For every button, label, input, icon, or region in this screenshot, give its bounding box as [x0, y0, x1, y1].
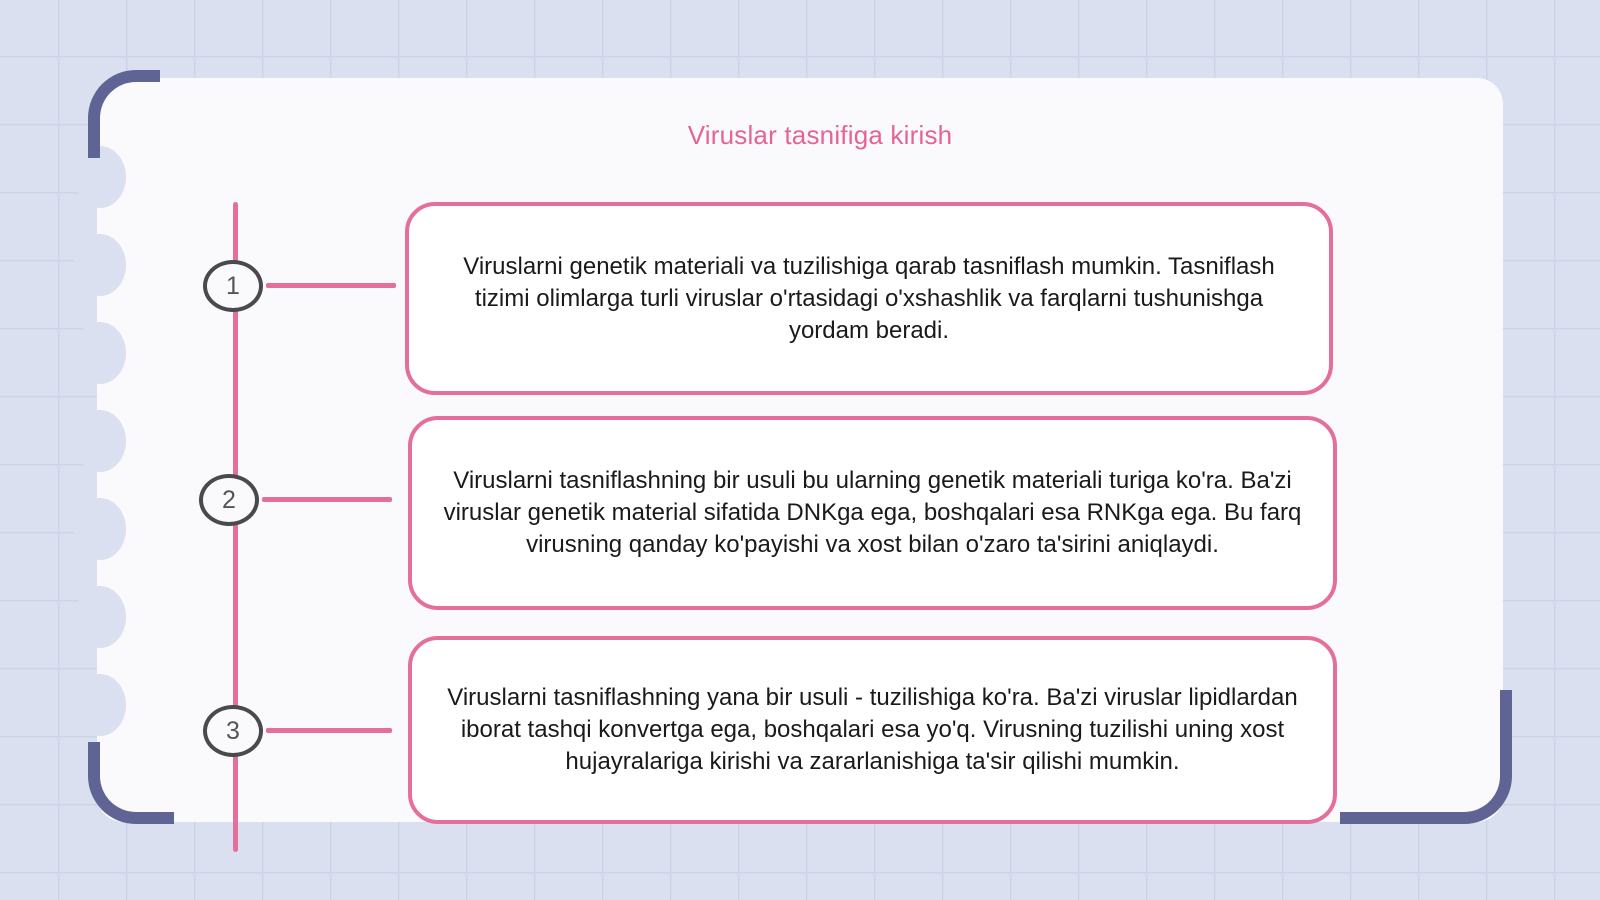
- paper-notch: [74, 674, 126, 736]
- step-card-text: Viruslarni tasniflashning yana bir usuli - tuzilishiga ko'ra. Ba'zi viruslar lipidlardan iborat tashqi konvertga ega, boshqalari esa yo'q. Virusning tuzilishi uning xost hujayralariga kirishi va zararlanishiga ta'sir qilishi mumkin.: [447, 684, 1298, 775]
- step-card: [408, 636, 1337, 824]
- frame-corner-bottom-right: [1340, 690, 1512, 824]
- step-number-badge: 2: [199, 474, 259, 526]
- step-number-badge: 1: [203, 260, 263, 312]
- step-number-badge: 3: [203, 705, 263, 757]
- frame-corner-bottom-left: [88, 742, 174, 824]
- paper-notch: [74, 586, 126, 648]
- paper-notch: [74, 498, 126, 560]
- timeline-connector: [266, 283, 396, 288]
- paper-notch: [74, 322, 126, 384]
- step-card: [405, 202, 1333, 395]
- step-card: [408, 416, 1337, 610]
- timeline-connector: [262, 497, 392, 502]
- paper-notch: [74, 410, 126, 472]
- paper-notch: [74, 234, 126, 296]
- timeline-connector: [266, 728, 392, 733]
- slide-title: Viruslar tasnifiga kirish: [687, 120, 953, 150]
- step-card-text: Viruslarni tasniflashning bir usuli bu ularning genetik materiali turiga ko'ra. Ba'zi viruslar genetik material sifatida DNKga ega, boshqalari esa RNKga ega. Bu farq virusning qanday ko'payishi va xost bilan o'zaro ta'sirini aniqlaydi.: [443, 467, 1302, 558]
- step-card-text: Viruslarni genetik materiali va tuzilishiga qarab tasniflash mumkin. Tasniflash tizimi olimlarga turli viruslar o'rtasidagi o'xshashlik va farqlarni tushunishga yordam beradi.: [463, 252, 1275, 344]
